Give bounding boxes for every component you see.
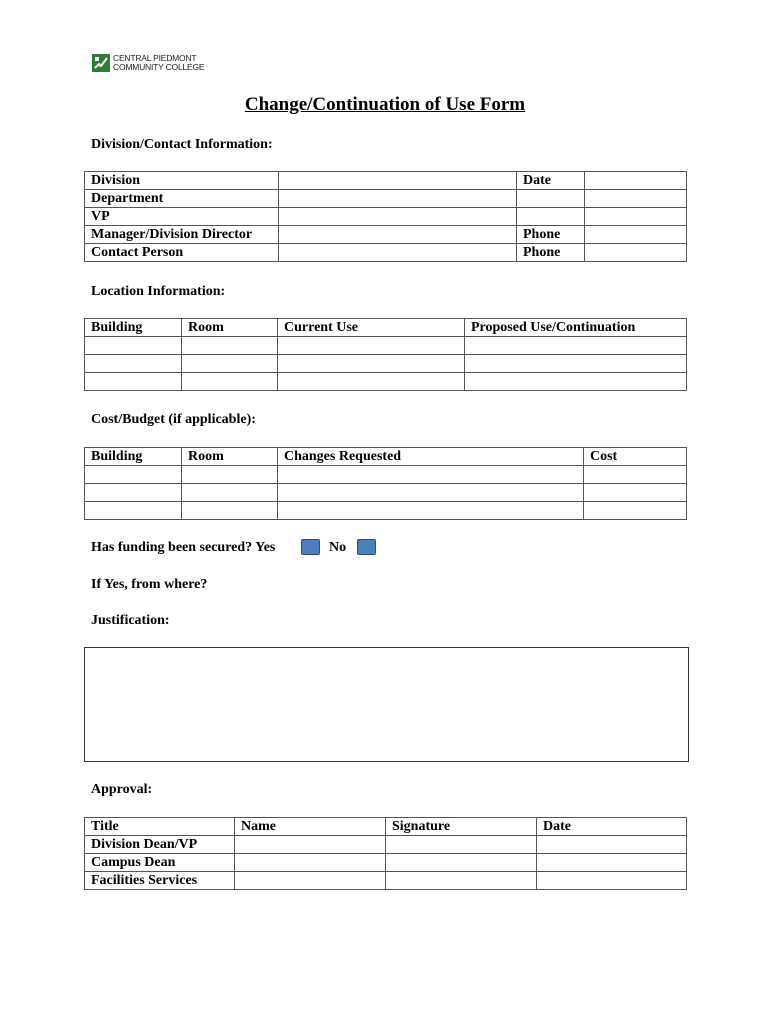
funding-source-label: If Yes, from where?	[91, 577, 208, 592]
table-cell[interactable]	[537, 836, 687, 854]
division-section-label: Division/Contact Information:	[91, 137, 273, 152]
table-cell[interactable]	[182, 373, 278, 391]
table-row	[85, 872, 687, 890]
header-room: Room	[182, 319, 278, 337]
header-building: Building	[85, 319, 182, 337]
table-cell[interactable]	[278, 484, 584, 502]
vp-value-cell[interactable]	[279, 208, 517, 226]
table-row	[85, 190, 687, 208]
approval-section-label: Approval:	[91, 782, 153, 797]
date-value-cell[interactable]	[585, 172, 687, 190]
location-table	[84, 318, 687, 391]
approval-title-cell: Campus Dean	[85, 854, 235, 872]
side-value-cell[interactable]	[585, 208, 687, 226]
table-header-row	[85, 818, 687, 836]
table-cell[interactable]	[278, 502, 584, 520]
row-side-label: Phone	[517, 244, 585, 262]
table-header-row	[85, 319, 687, 337]
table-cell[interactable]	[235, 872, 386, 890]
table-row	[85, 226, 687, 244]
table-cell[interactable]	[182, 466, 278, 484]
table-cell[interactable]	[584, 502, 687, 520]
table-cell[interactable]	[278, 355, 465, 373]
funding-no-label: No	[329, 540, 347, 555]
approval-title-cell: Division Dean/VP	[85, 836, 235, 854]
row-label-vp: VP	[85, 208, 279, 226]
table-cell[interactable]	[537, 872, 687, 890]
table-row	[85, 355, 687, 373]
table-cell[interactable]	[85, 337, 182, 355]
table-cell[interactable]	[465, 337, 687, 355]
header-proposed-use: Proposed Use/Continuation	[465, 319, 687, 337]
department-value-cell[interactable]	[279, 190, 517, 208]
table-row	[85, 466, 687, 484]
header-date: Date	[537, 818, 687, 836]
funding-question-label: Has funding been secured? Yes	[91, 540, 276, 555]
table-cell[interactable]	[584, 466, 687, 484]
table-row	[85, 836, 687, 854]
header-changes-requested: Changes Requested	[278, 448, 584, 466]
table-cell[interactable]	[465, 373, 687, 391]
table-cell[interactable]	[85, 484, 182, 502]
logo-text	[113, 54, 204, 72]
justification-label: Justification:	[91, 613, 170, 628]
table-cell[interactable]	[386, 836, 537, 854]
table-row	[85, 337, 687, 355]
row-side-label: Phone	[517, 226, 585, 244]
cost-table	[84, 447, 687, 520]
table-row	[85, 484, 687, 502]
division-value-cell[interactable]	[279, 172, 517, 190]
table-row	[85, 502, 687, 520]
table-row	[85, 208, 687, 226]
table-cell[interactable]	[278, 337, 465, 355]
contact-value-cell[interactable]	[279, 244, 517, 262]
table-cell[interactable]	[182, 502, 278, 520]
justification-textbox[interactable]	[84, 647, 689, 762]
funding-yes-checkbox[interactable]	[301, 539, 320, 555]
table-header-row	[85, 448, 687, 466]
table-row	[85, 854, 687, 872]
row-label-division: Division	[85, 172, 279, 190]
table-cell[interactable]	[537, 854, 687, 872]
logo-line-2: COMMUNITY COLLEGE	[113, 62, 205, 72]
table-cell[interactable]	[235, 854, 386, 872]
location-section-label: Location Information:	[91, 284, 226, 299]
manager-value-cell[interactable]	[279, 226, 517, 244]
page-title: Change/Continuation of Use Form	[244, 94, 526, 115]
row-label-manager: Manager/Division Director	[85, 226, 279, 244]
side-value-cell[interactable]	[585, 190, 687, 208]
approval-table	[84, 817, 687, 890]
table-cell[interactable]	[182, 337, 278, 355]
table-cell[interactable]	[85, 502, 182, 520]
header-building: Building	[85, 448, 182, 466]
row-side-label	[517, 190, 585, 208]
table-cell[interactable]	[182, 484, 278, 502]
approval-title-cell: Facilities Services	[85, 872, 235, 890]
table-cell[interactable]	[584, 484, 687, 502]
table-cell[interactable]	[386, 872, 537, 890]
funding-no-checkbox[interactable]	[357, 539, 376, 555]
table-cell[interactable]	[278, 466, 584, 484]
row-label-department: Department	[85, 190, 279, 208]
logo-icon	[92, 54, 110, 72]
table-cell[interactable]	[278, 373, 465, 391]
table-row	[85, 373, 687, 391]
header-signature: Signature	[386, 818, 537, 836]
table-row	[85, 244, 687, 262]
table-cell[interactable]	[465, 355, 687, 373]
row-side-label: Date	[517, 172, 585, 190]
table-row	[85, 172, 687, 190]
table-cell[interactable]	[85, 373, 182, 391]
row-side-label	[517, 208, 585, 226]
table-cell[interactable]	[386, 854, 537, 872]
cost-section-label: Cost/Budget (if applicable):	[91, 412, 256, 427]
table-cell[interactable]	[85, 466, 182, 484]
header-cost: Cost	[584, 448, 687, 466]
header-room: Room	[182, 448, 278, 466]
phone-value-cell[interactable]	[585, 226, 687, 244]
table-cell[interactable]	[182, 355, 278, 373]
phone-value-cell[interactable]	[585, 244, 687, 262]
table-cell[interactable]	[235, 836, 386, 854]
header-name: Name	[235, 818, 386, 836]
header-current-use: Current Use	[278, 319, 465, 337]
division-table	[84, 171, 687, 262]
row-label-contact: Contact Person	[85, 244, 279, 262]
header-title: Title	[85, 818, 235, 836]
table-cell[interactable]	[85, 355, 182, 373]
logo-line-1: CENTRAL PIEDMONT	[113, 53, 197, 63]
college-logo	[92, 54, 204, 72]
